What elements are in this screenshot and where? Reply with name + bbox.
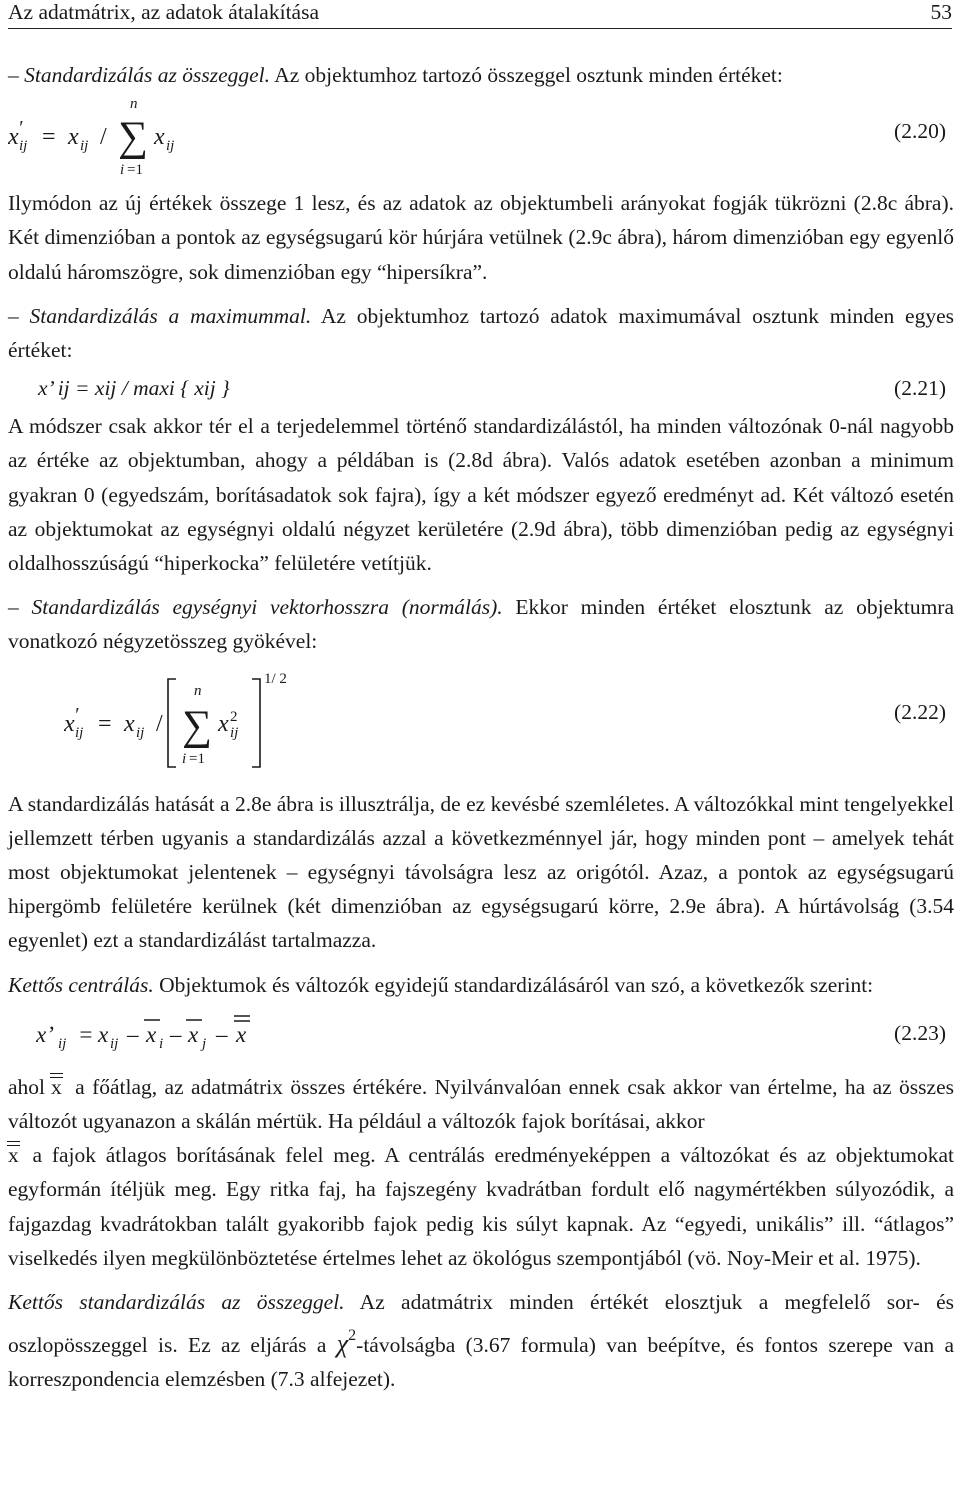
chi-symbol: χ (336, 1329, 349, 1359)
paragraph-grand-mean: ahol x a főátlag, az adatmátrix összes értékére. Nyilvánvalóan ennek csak akkor van értelme, ha az összes változót ugyanazon a skálán mértük. Ha például a változók fajok borításai, akkor x a fajok átlagos borításának felel meg. A centrálás eredményeképpen a változókat és az objektumokat egyformán ítéljük meg. Egy ritka faj, ha fajszegény kvadrátban fordult elő nagymértékben súlyozódik, a fajgazdag kvadrátokban talált gyakoribb fajok pedig kis súlyt kapnak. Az “egyedi, unikális” ill. “átlagos” viselkedés ilyen megkülönböztetése értelmes lehet az ökológus szempontjából (vö. Noy-Meir et al. 1975). (8, 1070, 954, 1275)
paragraph-normalization: – Standardizálás egységnyi vektorhosszra (normálás). Ekkor minden értéket elosztunk az objektumra vonatkozó négyzetösszeg gyökével: (8, 595, 954, 654)
equation-number: (2.21) (894, 376, 946, 401)
section-lead: – Standardizálás egységnyi vektorhosszra (normálás). (8, 595, 503, 620)
grand-mean-symbol: x (8, 1138, 19, 1172)
svg-text:i: i (159, 1035, 164, 1052)
svg-text:=1: =1 (127, 162, 143, 177)
svg-text:ij: ij (166, 138, 175, 155)
svg-text:x: x (236, 1021, 247, 1047)
grand-mean-symbol: x (45, 1075, 68, 1099)
svg-text:/: / (100, 124, 107, 151)
svg-text:ij: ij (19, 138, 28, 155)
svg-text:/: / (156, 710, 163, 737)
equation-2-22 (8, 659, 954, 777)
equation-number: (2.23) (894, 1020, 946, 1045)
svg-text:1/ 2: 1/ 2 (264, 670, 287, 687)
formula-normalization (64, 659, 484, 777)
svg-text:x: x (188, 1021, 199, 1047)
svg-text:–: – (170, 1021, 182, 1047)
svg-text:=1: =1 (189, 750, 205, 767)
svg-text:x: x (154, 124, 165, 151)
svg-text:2: 2 (230, 708, 238, 725)
equation-2-23 (8, 1002, 954, 1070)
svg-text:ij: ij (230, 724, 239, 741)
svg-text:=: = (98, 710, 112, 737)
paragraph-max-standardization: – Standardizálás a maximummal. Az objektumhoz tartozó adatok maximumával osztunk minden egyes értéket: (8, 303, 954, 363)
paragraph-sum-explanation: Ilymódon az új értékek összege 1 lesz, és az adatok az objektumbeli arányokat fogják tükrözni (2.8c ábra). Két dimenzióban a pontok az egységsugarú kör húrjára vetülnek (2.9c ábra), három dimenzióban egy egyenlő oldalú háromszögre, sok dimenzióban egy “hipersíkra”. (8, 191, 954, 284)
formula-max-standardization: x’ ij = xij / maxi { xij } (38, 376, 230, 401)
equation-2-20 (8, 92, 954, 176)
paragraph-normalization-effect: A standardizálás hatását a 2.8e ábra is illusztrálja, de ez kevésbé szemléletes. A változókkal mint tengelyekkel jellemzett térben ugyanis a standardizálás azzal a következménnyel jár, hogy minden pont – amelyek tehát most objektumokat jelentenek – egységnyi távolságra lesz az origótól. Azaz, a pontok az egységsugarú hipergömb felületére kerülnek (két dimenzióban az egységsugarú körre, 2.9e ábra). A húrtávolság (3.54 egyenlet) ezt a standardizálást tartalmazza. (8, 791, 954, 953)
page-body (8, 58, 954, 1397)
svg-text:′: ′ (74, 703, 79, 726)
svg-text:ij: ij (136, 724, 145, 741)
paragraph-max-explanation: A módszer csak akkor tér el a terjedelemmel történő standardizálástól, ha minden változónak 0-nál nagyobb az értéke az objektumban, ahogy a példában is (2.8d ábra). Valós adatok esetében azonban a minimum gyakran 0 (egyedszám, borításadatok sok fajra), így a két módszer egyező eredményt ad. Két változó esetén az objektumokat az egységnyi oldalú négyzet kerületére (2.9d ábra), több dimenzióban pedig az egységnyi oldalhosszúságú “hiperkocka” felületére vetítjük. (8, 414, 954, 576)
svg-text:∑: ∑ (118, 114, 148, 161)
svg-text:x: x (218, 710, 229, 737)
running-header (8, 0, 952, 29)
equation-number: (2.22) (894, 699, 946, 724)
paragraph-double-centering: Kettős centrálás. Objektumok és változók egyidejű standardizálásáról van szó, a következők szerint: (8, 972, 874, 997)
svg-text:n: n (194, 682, 202, 699)
section-lead: Kettős standardizálás az összeggel. (8, 1290, 345, 1315)
svg-text:–: – (127, 1021, 139, 1047)
svg-text:∑: ∑ (182, 702, 212, 749)
svg-text:i: i (182, 750, 187, 767)
svg-text:x: x (64, 710, 75, 737)
section-lead: Kettős centrálás. (8, 972, 154, 997)
section-lead: – Standardizálás a maximummal. (8, 303, 312, 328)
svg-text:ij: ij (58, 1035, 67, 1052)
header-title: Az adatmátrix, az adatok átalakítása (8, 0, 319, 24)
page-number: 53 (930, 0, 952, 24)
svg-text:x: x (146, 1021, 157, 1047)
svg-text:x: x (8, 124, 19, 151)
equation-number: (2.20) (894, 119, 946, 144)
svg-text:n: n (130, 96, 138, 113)
svg-text:ij: ij (75, 724, 84, 741)
formula-sum-standardization (8, 92, 428, 176)
formula-double-centering (36, 1002, 456, 1062)
equation-2-21 (8, 367, 954, 409)
chi-exponent: 2 (348, 1327, 357, 1345)
svg-text:–: – (216, 1021, 228, 1047)
svg-text:ij: ij (110, 1035, 119, 1052)
svg-text:x: x (68, 124, 79, 151)
svg-text:′: ′ (18, 117, 23, 140)
svg-text:x’: x’ (36, 1021, 54, 1047)
svg-text:j: j (202, 1035, 207, 1052)
svg-text:i: i (120, 162, 125, 177)
paragraph-sum-standardization: – Standardizálás az összeggel. Az objektumhoz tartozó összeggel osztunk minden értéket: (8, 63, 783, 87)
paragraph-double-standardization: Kettős standardizálás az összeggel. Az adatmátrix minden értékét elosztjuk a megfelelő sor- és oszlopösszeggel is. Ez az eljárás a $\chi^2$-távolságba (3.67 formula) van beépítve, és fontos szerepe van a korreszpondencia elemzésben (7.3 alfejezet). (8, 1290, 954, 1392)
svg-text:ij: ij (80, 138, 89, 155)
svg-text:x: x (124, 710, 135, 737)
svg-text:=: = (42, 124, 56, 151)
svg-text:x: x (98, 1021, 109, 1047)
svg-text:=: = (78, 1021, 94, 1047)
section-lead: – Standardizálás az összeggel. (8, 63, 270, 87)
